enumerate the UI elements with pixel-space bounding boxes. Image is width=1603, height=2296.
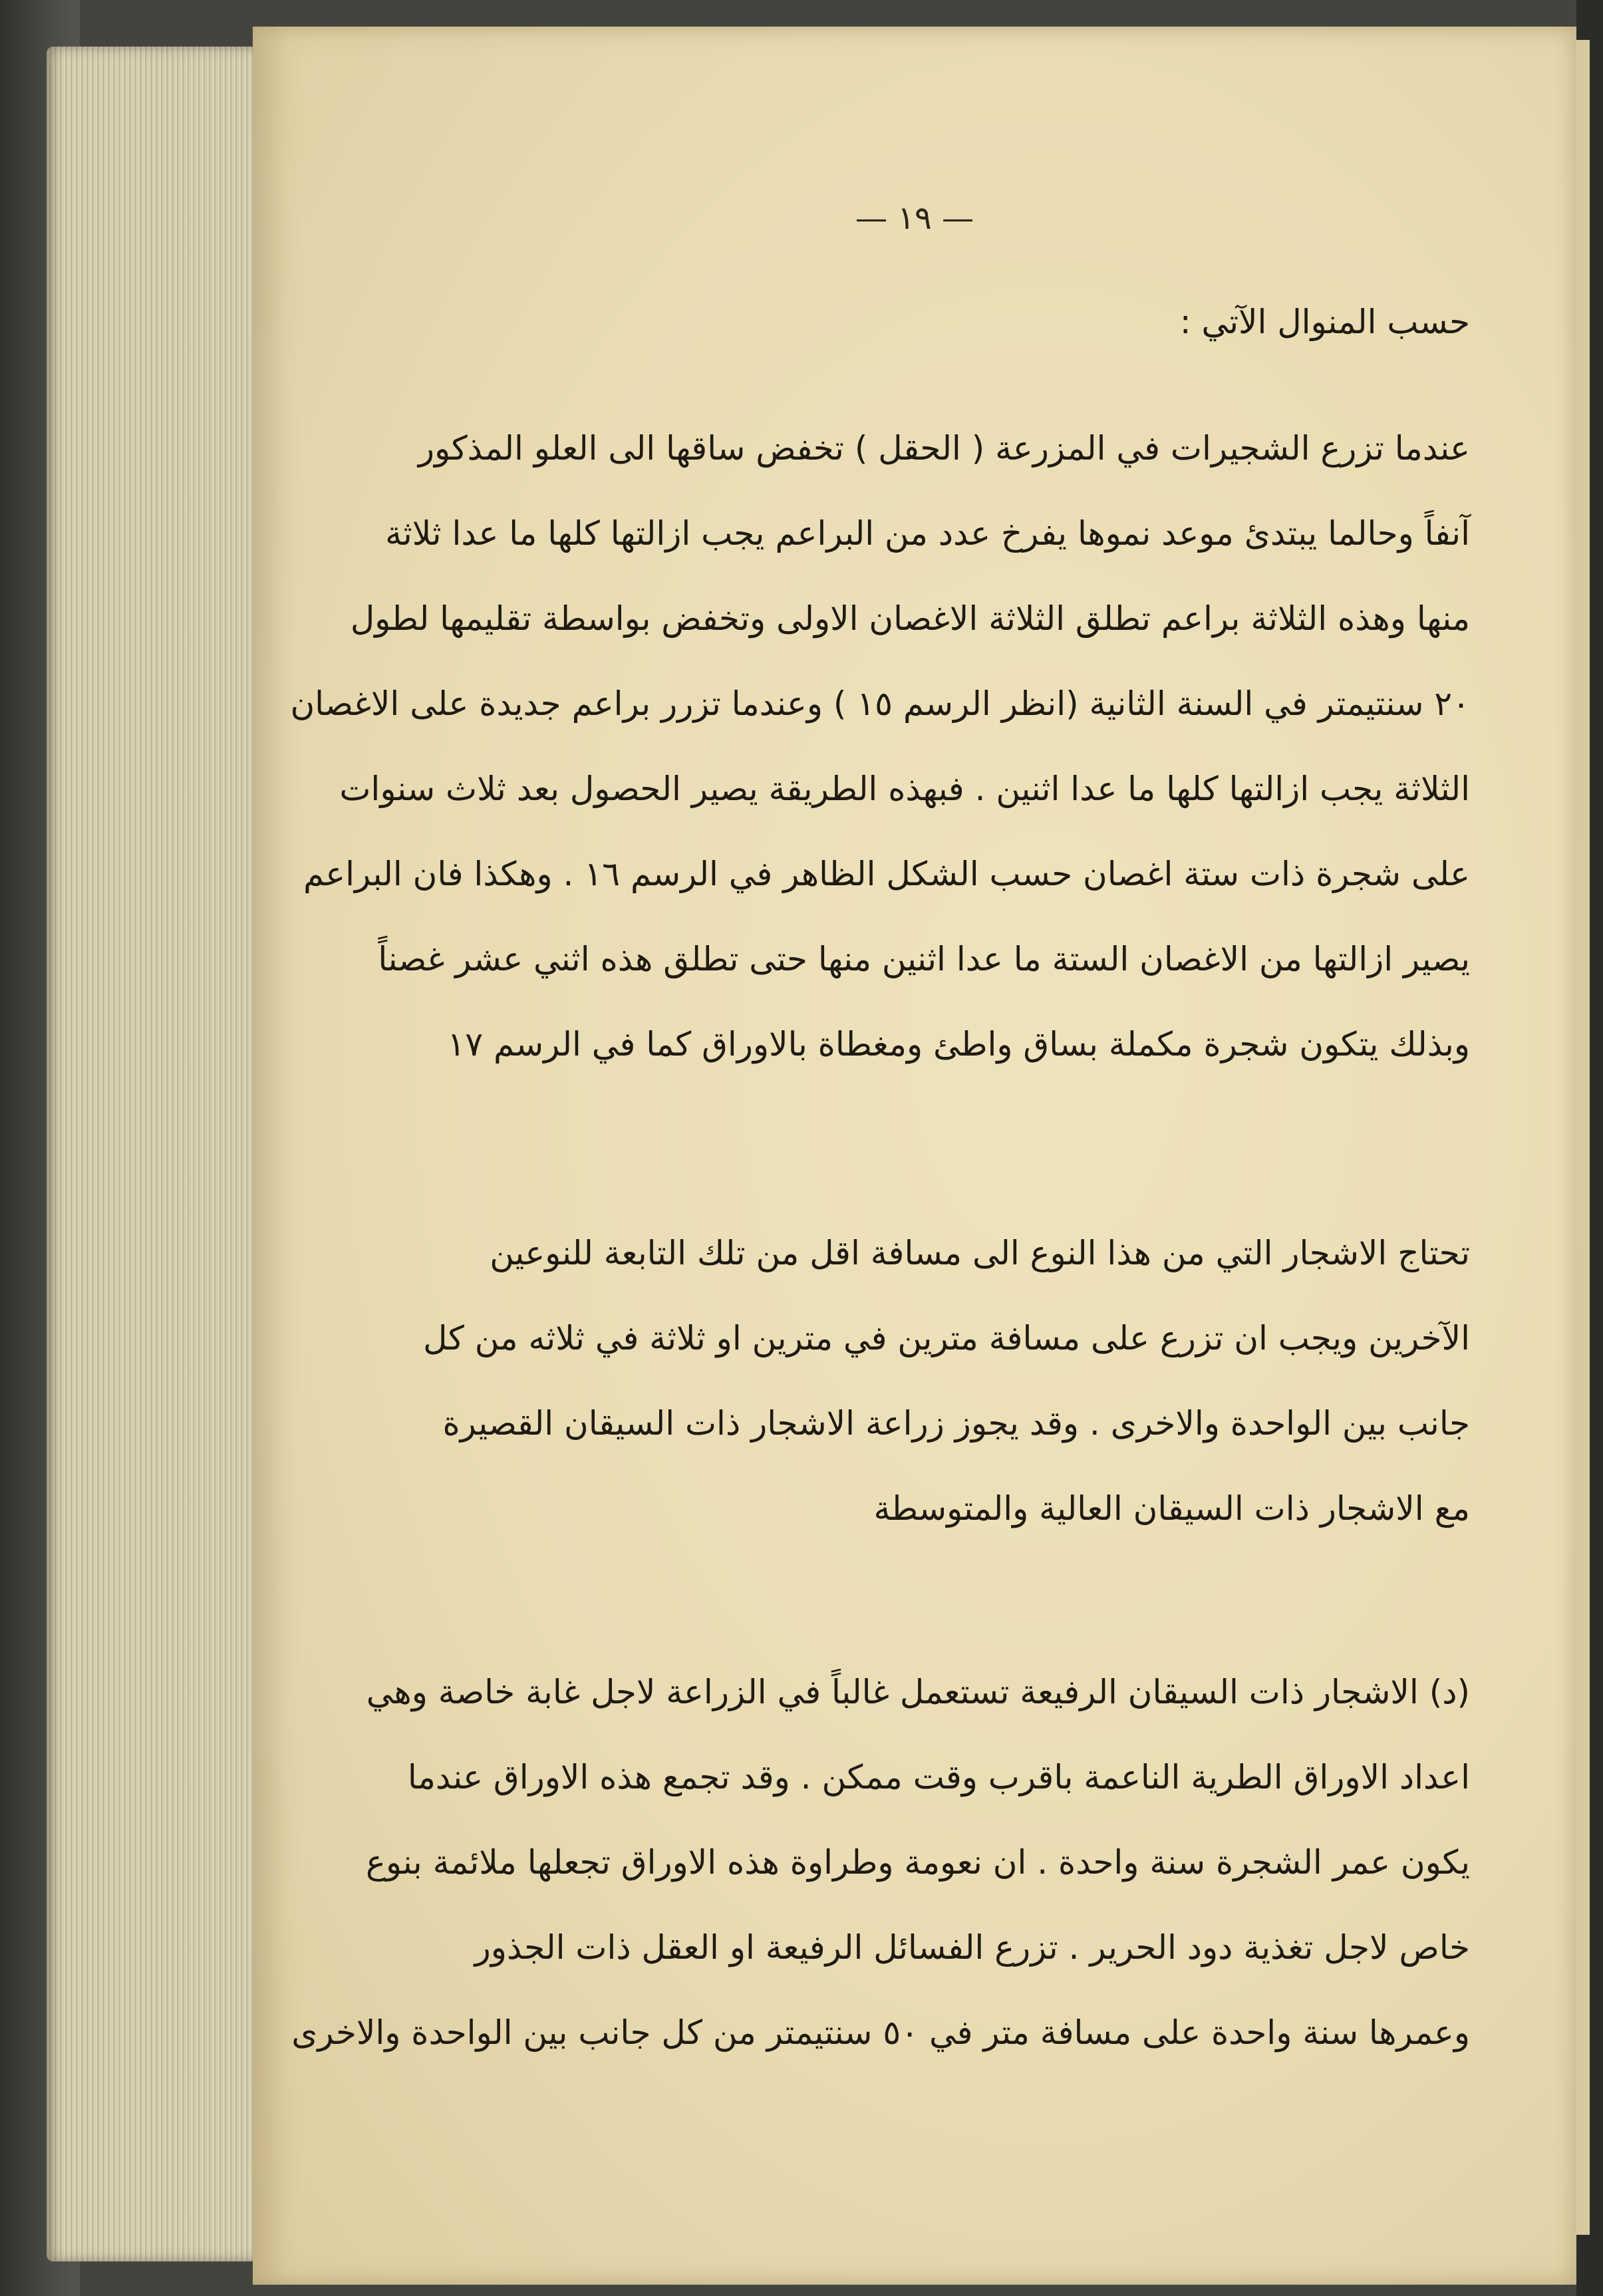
- text-line: اعداد الاوراق الطرية الناعمة باقرب وقت ممكن . وقد تجمع هذه الاوراق عندما: [407, 1758, 1470, 1796]
- text-line: خاص لاجل تغذية دود الحرير . تزرع الفسائل الرفيعة او العقل ذات الجذور: [474, 1928, 1470, 1967]
- paragraph-1: [290, 406, 1470, 1087]
- text-line: يكون عمر الشجرة سنة واحدة . ان نعومة وطراوة هذه الاوراق تجعلها ملائمة بنوع: [366, 1843, 1470, 1882]
- book-page: [253, 27, 1576, 2285]
- text-line: (د) الاشجار ذات السيقان الرفيعة تستعمل غالباً في الزراعة لاجل غابة خاصة وهي: [366, 1673, 1470, 1711]
- text-line: مع الاشجار ذات السيقان العالية والمتوسطة: [873, 1489, 1470, 1528]
- page-edges-stack: [47, 47, 266, 2261]
- heading-line: حسب المنوال الآتي :: [1179, 303, 1470, 341]
- section-heading: [399, 279, 1470, 364]
- book-cover-right: [1576, 0, 1603, 2296]
- text-line: منها وهذه الثلاثة براعم تطلق الثلاثة الاغصان الاولى وتخفض بواسطة تقليمها لطول: [350, 599, 1470, 638]
- text-line: على شجرة ذات ستة اغصان حسب الشكل الظاهر في الرسم ١٦ . وهكذا فان البراعم: [303, 855, 1470, 893]
- facing-page-edge: [1576, 40, 1590, 2235]
- text-line: جانب بين الواحدة والاخرى . وقد يجوز زراعة الاشجار ذات السيقان القصيرة: [442, 1404, 1470, 1443]
- text-line: عندما تزرع الشجيرات في المزرعة ( الحقل ) تخفض ساقها الى العلو المذكور: [418, 429, 1470, 468]
- text-line: وعمرها سنة واحدة على مسافة متر في ٥٠ سنتيمتر من كل جانب بين الواحدة والاخرى: [291, 2013, 1470, 2052]
- text-line: الآخرين ويجب ان تزرع على مسافة مترين في مترين او ثلاثة في ثلاثه من كل: [423, 1319, 1470, 1358]
- paragraph-3: [291, 1650, 1470, 2075]
- paragraph-2: [399, 1211, 1470, 1551]
- text-line: آنفاً وحالما يبتدئ موعد نموها يفرخ عدد من البراعم يجب ازالتها كلها ما عدا ثلاثة: [385, 514, 1470, 553]
- page-number: — ١٩ —: [855, 200, 974, 237]
- text-line: يصير ازالتها من الاغصان الستة ما عدا اثنين منها حتى تطلق هذه اثني عشر غصناً: [378, 940, 1470, 978]
- text-line: تحتاج الاشجار التي من هذا النوع الى مسافة اقل من تلك التابعة للنوعين: [490, 1234, 1470, 1272]
- text-line: الثلاثة يجب ازالتها كلها ما عدا اثنين . فبهذه الطريقة يصير الحصول بعد ثلاث سنوات: [339, 770, 1470, 808]
- text-line: وبذلك يتكون شجرة مكملة بساق واطئ ومغطاة بالاوراق كما في الرسم ١٧: [447, 1025, 1470, 1064]
- text-line: ٢٠ سنتيمتر في السنة الثانية (انظر الرسم ١٥ ) وعندما تزرر براعم جديدة على الاغصان: [290, 684, 1470, 723]
